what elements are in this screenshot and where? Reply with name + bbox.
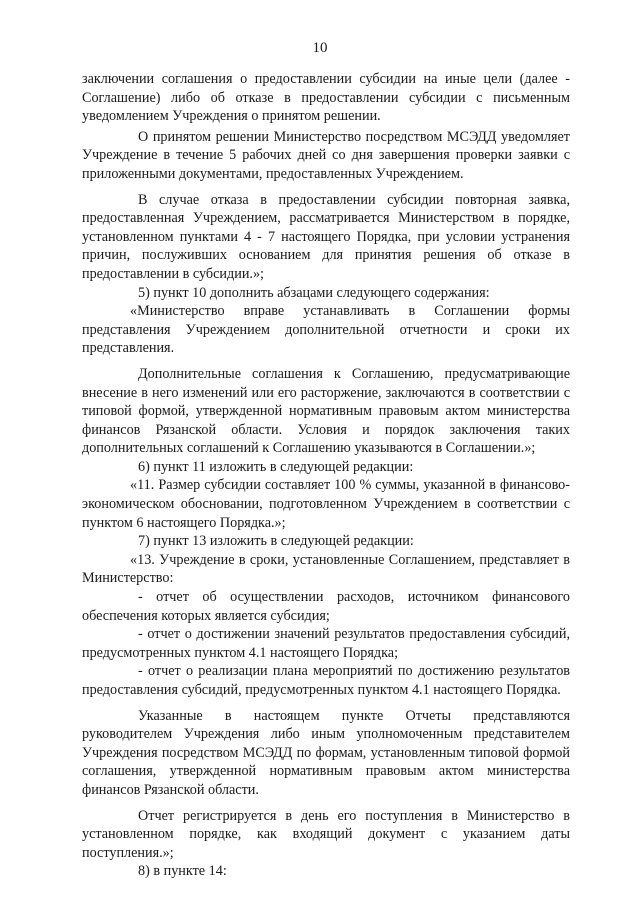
paragraph: В случае отказа в предоставлении субсидии повторная заявка, предоставленная Учреждением, рассматривается Министерством в порядке, установленном пунктами 4 - 7 настоящего Порядка, при условии устранения причин, послуживших основанием для принятия решения об отказе в предоставлении в субсидии.»; — [82, 191, 570, 282]
document-body — [82, 70, 570, 881]
paragraph: «11. Размер субсидии составляет 100 % суммы, указанной в финансово-экономическом обосновании, подготовленном Учреждением в соответствии с пунктом 6 настоящего Порядка.»; — [82, 477, 570, 531]
list-item: - отчет о достижении значений результатов предоставления субсидий, предусмотренных пунктом 4.1 настоящего Порядка; — [82, 626, 570, 661]
paragraph: Указанные в настоящем пункте Отчеты представляются руководителем Учреждения либо иным уполномоченным представителем Учреждения посредством МСЭДД по формам, установленным типовой формой соглашения, утвержденной нормативным правовым актом министерства финансов Рязанской области. — [82, 707, 570, 798]
paragraph: Отчет регистрируется в день его поступления в Министерство в установленном порядке, как входящий документ с указанием даты поступления.»; — [82, 807, 570, 861]
paragraph: «Министерство вправе устанавливать в Соглашении формы представления Учреждением дополнительной отчетности и сроки их представления. — [82, 303, 570, 357]
paragraph: 5) пункт 10 дополнить абзацами следующего содержания: — [138, 284, 490, 301]
paragraph: Дополнительные соглашения к Соглашению, предусматривающие внесение в него изменений или его расторжение, заключаются в соответствии с типовой формой, утвержденной нормативным правовым актом министерства финансов Рязанской области. Условия и порядок заключения таких дополнительных соглашений к Соглашению указываются в Соглашении.»; — [82, 365, 570, 457]
page-number: 10 — [312, 40, 328, 56]
paragraph: 8) в пункте 14: — [138, 863, 227, 880]
paragraph: заключении соглашения о предоставлении субсидии на иные цели (далее - Соглашение) либо об отказе в предоставлении субсидии с письменным уведомлением Учреждения о принятом решении. — [82, 71, 570, 125]
list-item: - отчет о реализации плана мероприятий по достижению результатов предоставления субсидий, предусмотренных пунктом 4.1 настоящего Порядка. — [82, 663, 570, 698]
paragraph: 6) пункт 11 изложить в следующей редакции: — [138, 458, 414, 475]
paragraph: 7) пункт 13 изложить в следующей редакции: — [138, 533, 414, 550]
paragraph: «13. Учреждение в сроки, установленные Соглашением, представляет в Министерство: — [82, 551, 570, 587]
list-item: - отчет об осуществлении расходов, источником финансового обеспечения которых является субсидия; — [82, 589, 570, 624]
paragraph: О принятом решении Министерство посредством МСЭДД уведомляет Учреждение в течение 5 рабочих дней со дня завершения проверки заявки с приложенными документами, предоставленных Учреждением. — [82, 128, 570, 182]
